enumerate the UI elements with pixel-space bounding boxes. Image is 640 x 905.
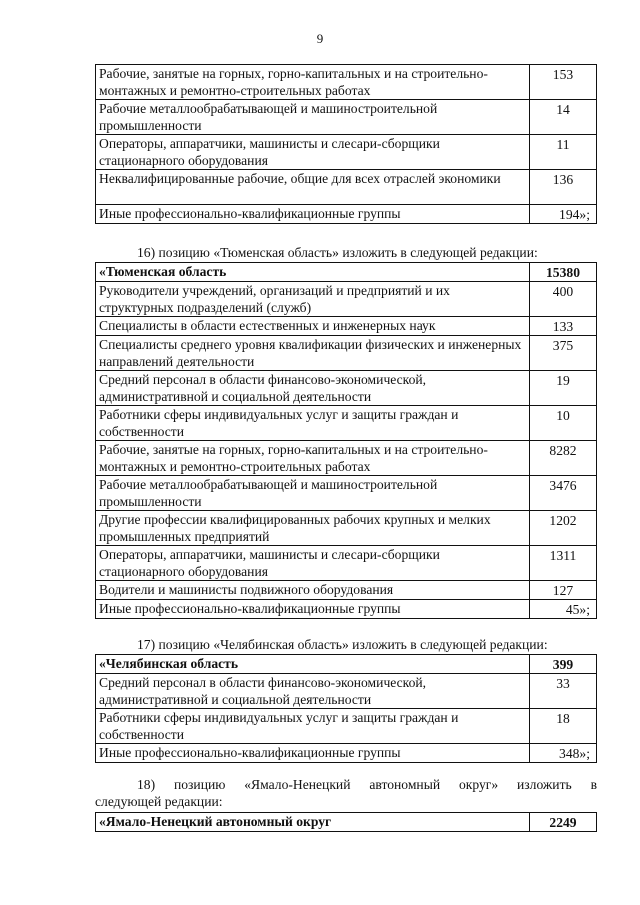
table-row — [96, 406, 597, 441]
row-name: Рабочие металлообрабатывающей и машиностроительной промышленности — [96, 100, 530, 135]
row-value: 11 — [530, 135, 597, 170]
row-name: Операторы, аппаратчики, машинисты и слесари-сборщики стационарного оборудования — [96, 546, 530, 581]
table-row — [96, 371, 597, 406]
row-value: 194»; — [530, 205, 597, 224]
row-name: Рабочие, занятые на горных, горно-капитальных и на строительно-монтажных и ремонтно-строительных работах — [96, 65, 530, 100]
row-name: Рабочие металлообрабатывающей и машиностроительной промышленности — [96, 476, 530, 511]
row-name: Иные профессионально-квалификационные группы — [96, 744, 530, 763]
region-name: «Ямало-Ненецкий автономный округ — [96, 813, 530, 832]
row-value: 375 — [530, 336, 597, 371]
table-row — [96, 476, 597, 511]
row-name: Другие профессии квалифицированных рабочих крупных и мелких промышленных предприятий — [96, 511, 530, 546]
row-name: Специалисты в области естественных и инженерных наук — [96, 317, 530, 336]
row-value: 153 — [530, 65, 597, 100]
row-value: 127 — [530, 581, 597, 600]
row-value: 136 — [530, 170, 597, 205]
table-tyumen — [95, 262, 597, 619]
paragraph-18-line-2: следующей редакции: — [95, 794, 223, 809]
row-name: Неквалифицированные рабочие, общие для всех отраслей экономики — [96, 170, 530, 205]
row-name: Рабочие, занятые на горных, горно-капитальных и на строительно-монтажных и ремонтно-строительных работах — [96, 441, 530, 476]
table-row — [96, 441, 597, 476]
row-name: Работники сферы индивидуальных услуг и защиты граждан и собственности — [96, 709, 530, 744]
row-name: Иные профессионально-квалификационные группы — [96, 600, 530, 619]
row-value: 18 — [530, 709, 597, 744]
row-name: Водители и машинисты подвижного оборудования — [96, 581, 530, 600]
row-name: Работники сферы индивидуальных услуг и защиты граждан и собственности — [96, 406, 530, 441]
table-row — [96, 581, 597, 600]
row-value: 1202 — [530, 511, 597, 546]
row-value: 33 — [530, 674, 597, 709]
table-row — [96, 674, 597, 709]
table-row — [96, 336, 597, 371]
table-row — [96, 511, 597, 546]
row-value: 14 — [530, 100, 597, 135]
table-row — [96, 546, 597, 581]
table-header-row — [96, 263, 597, 282]
row-value: 8282 — [530, 441, 597, 476]
table-row — [96, 135, 597, 170]
table-row — [96, 205, 597, 224]
row-value: 1311 — [530, 546, 597, 581]
table-row — [96, 744, 597, 763]
table-row — [96, 65, 597, 100]
table-header-row — [96, 813, 597, 832]
row-value: 10 — [530, 406, 597, 441]
row-value: 348»; — [530, 744, 597, 763]
table-chelyabinsk — [95, 654, 597, 763]
table-row — [96, 282, 597, 317]
page-number: 9 — [316, 31, 324, 46]
table-row — [96, 600, 597, 619]
row-name: Операторы, аппаратчики, машинисты и слесари-сборщики стационарного оборудования — [96, 135, 530, 170]
row-value: 400 — [530, 282, 597, 317]
row-name: Иные профессионально-квалификационные группы — [96, 205, 530, 224]
table-header-row — [96, 655, 597, 674]
row-value: 19 — [530, 371, 597, 406]
table-row — [96, 170, 597, 205]
row-value: 45»; — [530, 600, 597, 619]
table-row — [96, 709, 597, 744]
row-name: Специалисты среднего уровня квалификации физических и инженерных направлений деятельности — [96, 336, 530, 371]
paragraph-17: 17) позицию «Челябинская область» изложить в следующей редакции: — [137, 637, 548, 652]
paragraph-18 — [95, 776, 597, 810]
table-row — [96, 100, 597, 135]
region-total: 15380 — [530, 263, 597, 282]
table-row — [96, 317, 597, 336]
region-total: 2249 — [530, 813, 597, 832]
row-name: Руководители учреждений, организаций и предприятий и их структурных подразделений (служб) — [96, 282, 530, 317]
row-value: 3476 — [530, 476, 597, 511]
region-total: 399 — [530, 655, 597, 674]
paragraph-16: 16) позицию «Тюменская область» изложить в следующей редакции: — [137, 245, 538, 260]
row-name: Средний персонал в области финансово-экономической, административной и социальной деятельности — [96, 371, 530, 406]
row-name: Средний персонал в области финансово-экономической, административной и социальной деятельности — [96, 674, 530, 709]
region-name: «Челябинская область — [96, 655, 530, 674]
paragraph-18-line-1: 18) позицию «Ямало-Ненецкий автономный округ» изложить в — [137, 777, 597, 792]
table-continuation — [95, 64, 597, 224]
row-value: 133 — [530, 317, 597, 336]
table-yamal — [95, 812, 597, 832]
region-name: «Тюменская область — [96, 263, 530, 282]
